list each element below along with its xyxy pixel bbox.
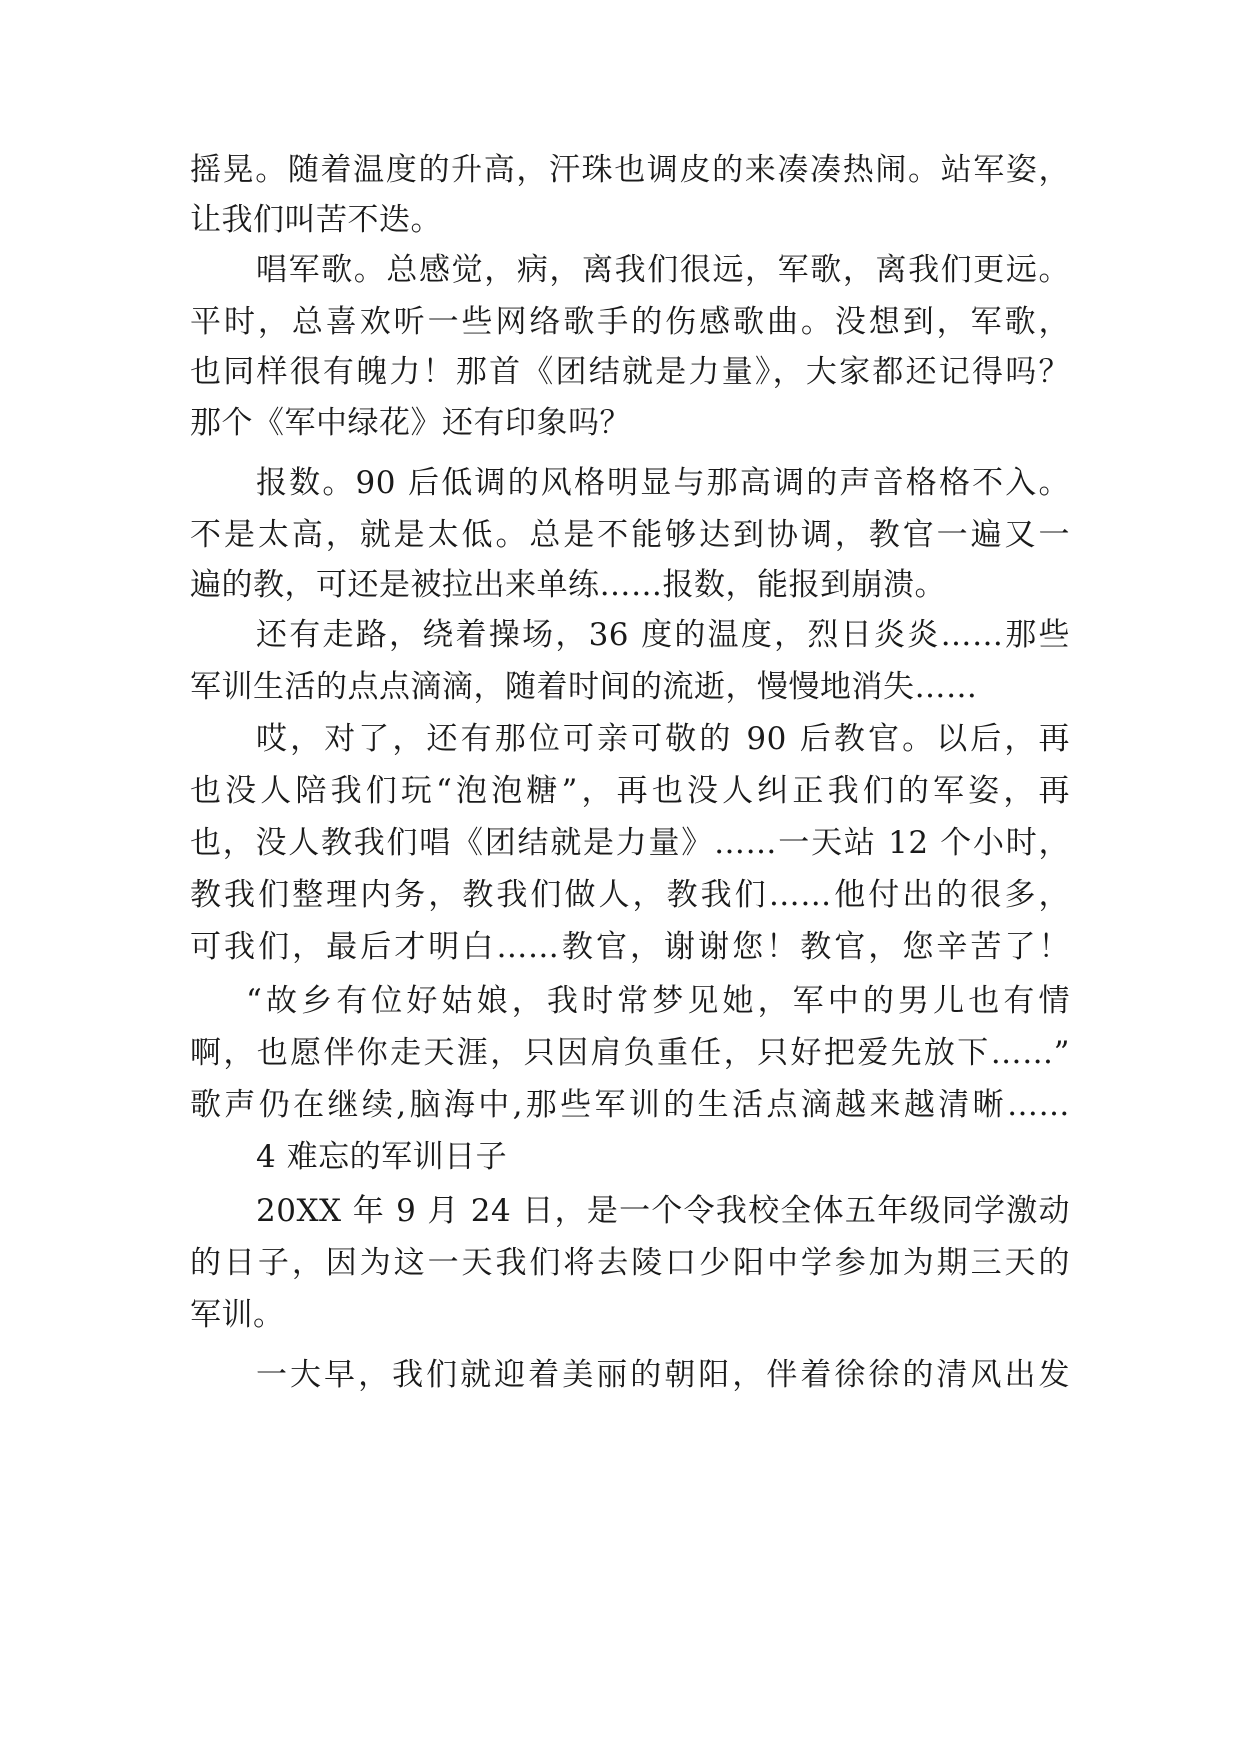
text-line: 平时，总喜欢听一些网络歌手的伤感歌曲。没想到，军歌， xyxy=(190,304,1070,340)
text-line: 唱军歌。总感觉，病，离我们很远，军歌，离我们更远。 xyxy=(256,252,1070,288)
text-line: 一大早，我们就迎着美丽的朝阳，伴着徐徐的清风出发 xyxy=(256,1357,1070,1393)
text-line: 的日子，因为这一天我们将去陵口少阳中学参加为期三天的 xyxy=(190,1245,1070,1281)
text-line: 遍的教，可还是被拉出来单练……报数，能报到崩溃。 xyxy=(190,567,946,603)
text-line: 歌声仍在继续,脑海中,那些军训的生活点滴越来越清晰…… xyxy=(190,1087,1070,1123)
text-line: 教我们整理内务，教我们做人，教我们……他付出的很多， xyxy=(190,877,1070,913)
text-line: 不是太高，就是太低。总是不能够达到协调，教官一遍又一 xyxy=(190,517,1070,553)
text-line: 可我们，最后才明白……教官，谢谢您！教官，您辛苦了！ xyxy=(190,929,1070,965)
text-line: 20XX 年 9 月 24 日，是一个令我校全体五年级同学激动 xyxy=(256,1193,1070,1229)
text-line: “故乡有位好姑娘，我时常梦见她，军中的男儿也有情 xyxy=(246,983,1070,1019)
text-line: 啊，也愿伴你走天涯，只因肩负重任，只好把爱先放下……” xyxy=(190,1035,1070,1071)
text-line: 那个《军中绿花》还有印象吗？ xyxy=(190,405,631,441)
text-line: 也同样很有魄力！那首《团结就是力量》，大家都还记得吗？ xyxy=(190,354,1070,390)
text-line: 也，没人教我们唱《团结就是力量》……一天站 12 个小时， xyxy=(190,825,1070,861)
text-line: 军训生活的点点滴滴，随着时间的流逝，慢慢地消失…… xyxy=(190,669,978,705)
text-line: 军训。 xyxy=(190,1297,285,1333)
text-line: 摇晃。随着温度的升高，汗珠也调皮的来凑凑热闹。站军姿， xyxy=(190,152,1070,188)
section-heading: 4 难忘的军训日子 xyxy=(256,1139,508,1175)
text-line: 也没人陪我们玩“泡泡糖”，再也没人纠正我们的军姿，再 xyxy=(190,773,1070,809)
text-line: 让我们叫苦不迭。 xyxy=(190,202,442,238)
text-line: 哎，对了，还有那位可亲可敬的 90 后教官。以后，再 xyxy=(256,721,1070,757)
text-line: 还有走路，绕着操场，36 度的温度，烈日炎炎……那些 xyxy=(256,617,1070,653)
text-line: 报数。90 后低调的风格明显与那高调的声音格格不入。 xyxy=(256,465,1070,501)
